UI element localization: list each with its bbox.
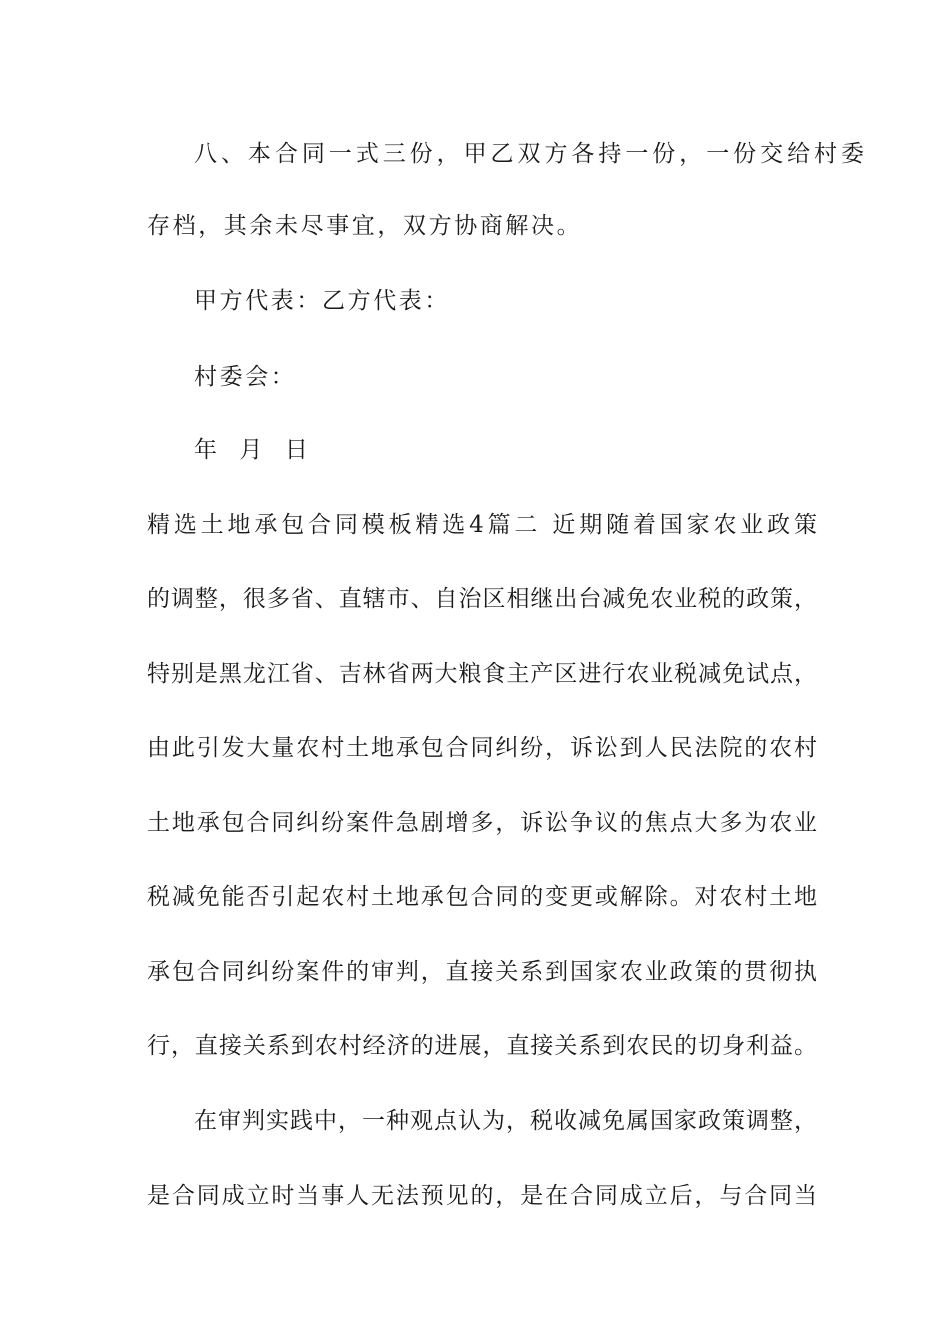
signature-line-village-committee: 村委会：: [194, 364, 297, 390]
paragraph-line: 行，直接关系到农村经济的进展，直接关系到农民的切身利益。: [147, 1033, 817, 1059]
paragraph-line: 八、本合同一式三份，甲乙双方各持一份，一份交给村委: [194, 141, 864, 167]
paragraph-line: 在审判实践中，一种观点认为，税收减免属国家政策调整，: [194, 1108, 817, 1134]
paragraph-line: 的调整，很多省、直辖市、自治区相继出台减免农业税的政策，: [147, 586, 817, 612]
paragraph-line: 特别是黑龙江省、吉林省两大粮食主产区进行农业税减免试点，: [147, 661, 817, 687]
paragraph-line: 承包合同纠纷案件的审判，直接关系到国家农业政策的贯彻执: [147, 959, 817, 985]
paragraph-line: 由此引发大量农村土地承包合同纠纷，诉讼到人民法院的农村: [147, 735, 817, 761]
date-line: 年 月 日: [194, 437, 311, 463]
paragraph-line: 税减免能否引起农村土地承包合同的变更或解除。对农村土地: [147, 884, 817, 910]
paragraph-line: 土地承包合同纠纷案件急剧增多，诉讼争议的焦点大多为农业: [147, 810, 817, 836]
paragraph-line: 是合同成立时当事人无法预见的，是在合同成立后，与合同当: [147, 1183, 817, 1209]
paragraph-line: 存档，其余未尽事宜，双方协商解决。: [147, 213, 583, 239]
section-heading-line: 精选土地承包合同模板精选4篇二 近期随着国家农业政策: [147, 512, 817, 538]
signature-line-parties: 甲方代表：乙方代表：: [194, 288, 450, 314]
